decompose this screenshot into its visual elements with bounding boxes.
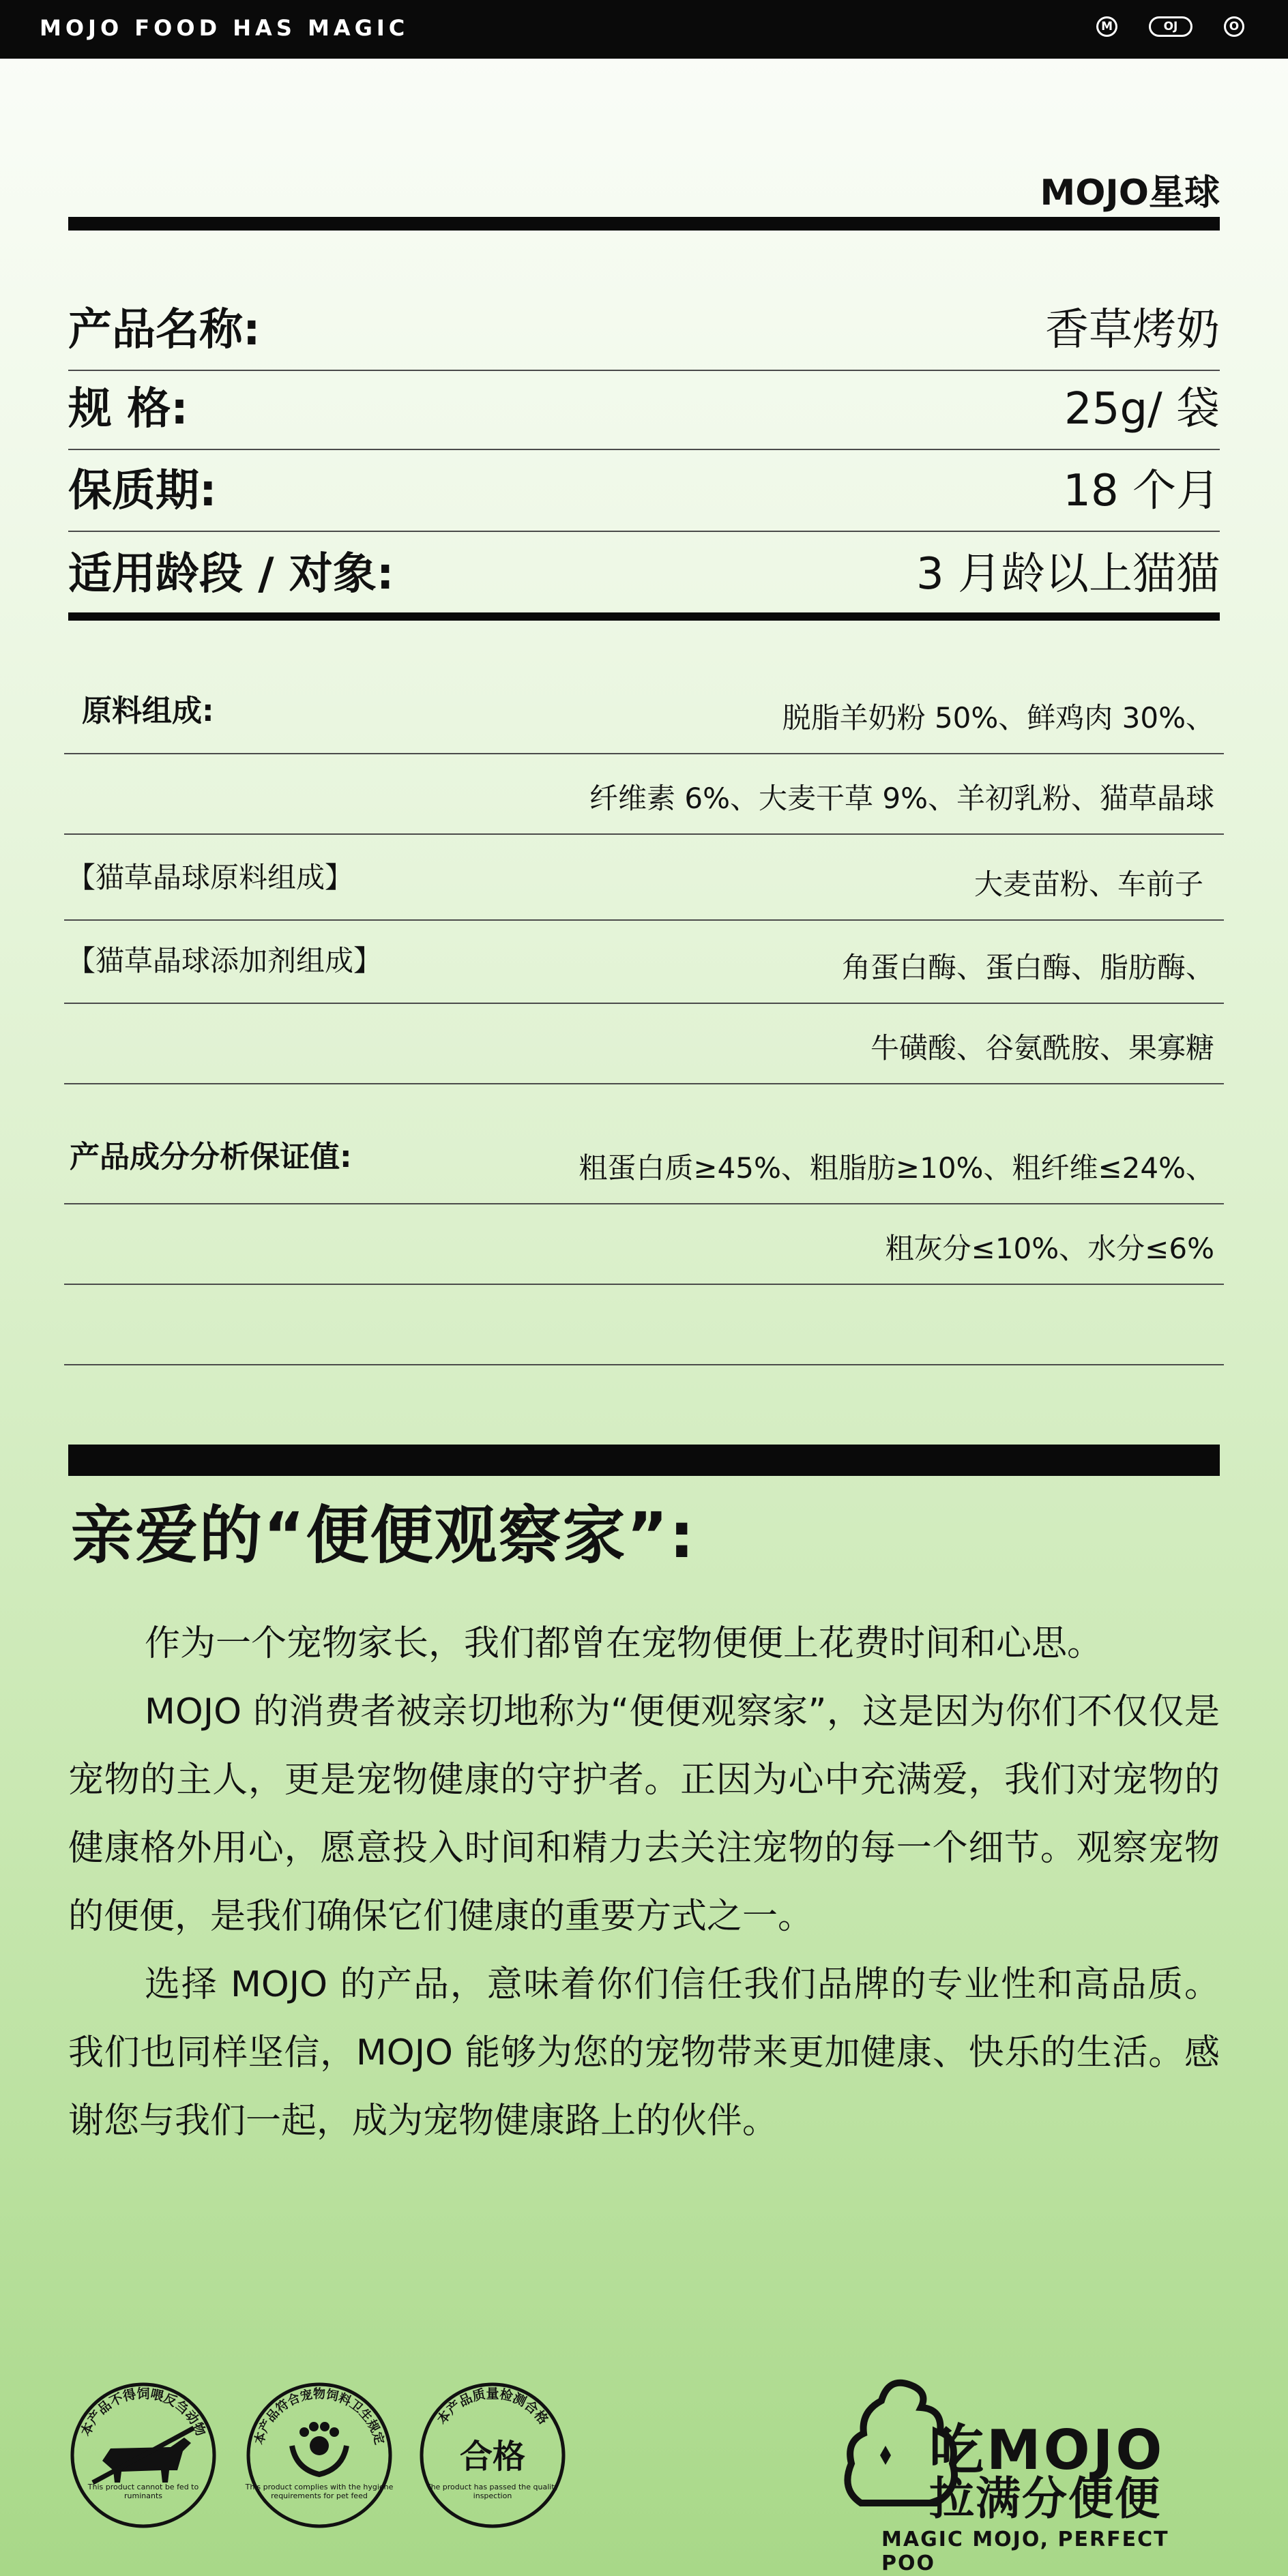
cert-small-text: This product cannot be fed to ruminants bbox=[87, 2483, 199, 2500]
ingredient-value: 牛磺酸、谷氨酰胺、果寡糖 bbox=[870, 1031, 1214, 1065]
ingredient-row-ball-add-cont bbox=[64, 1004, 1224, 1084]
cert-small-text: The product has passed the quality inspection bbox=[426, 2483, 559, 2500]
ingredient-row-analysis-cont bbox=[64, 1204, 1224, 1285]
ingredient-label: 【猫草晶球原料组成】 bbox=[67, 861, 354, 894]
cert-badge-quality bbox=[418, 2380, 568, 2530]
ingredient-value: 纤维素 6%、大麦干草 9%、羊初乳粉、猫草晶球 bbox=[589, 782, 1214, 815]
cert-ring-text: 本产品质量检测合格 bbox=[434, 2386, 551, 2427]
cert-ring-text: 本产品不得饲喂反刍动物 bbox=[78, 2386, 209, 2439]
spec-value: 18 个月 bbox=[1063, 466, 1220, 516]
letter-paragraph: MOJO 的消费者被亲切地称为“便便观察家”，这是因为你们不仅仅是宠物的主人，更是宠物健康的守护者。正因为心中充满爱，我们对宠物的健康格外用心，愿意投入时间和精力去关注宠物的每一个细节。观察宠物的便便，是我们确保它们健康的重要方式之一。 bbox=[68, 1691, 1220, 1937]
ingredient-label: 原料组成: bbox=[82, 694, 214, 728]
ingredient-row-empty bbox=[64, 1285, 1224, 1365]
top-thick-rule bbox=[68, 217, 1220, 231]
paw-hand-icon bbox=[244, 2380, 394, 2530]
letter-heading: 亲爱的“便便观察家”: bbox=[71, 1499, 696, 1572]
logo-line-2: 拉满分便便 bbox=[929, 2472, 1161, 2525]
letter-paragraph: 选择 MOJO 的产品，意味着你们信任我们品牌的专业性和高品质。我们也同样坚信，MOJO 能够为您的宠物带来更加健康、快乐的生活。感谢您与我们一起，成为宠物健康路上的伙伴。 bbox=[68, 1964, 1220, 2142]
ingredient-row-ball-add bbox=[64, 921, 1224, 1004]
ingredient-row-ball-raw bbox=[64, 835, 1224, 921]
ingredient-value: 角蛋白酶、蛋白酶、脂肪酶、 bbox=[841, 951, 1214, 984]
spec-row-target bbox=[68, 535, 1220, 614]
logo-line-1: 吃MOJO bbox=[929, 2418, 1165, 2482]
header-tagline: MOJO FOOD HAS MAGIC bbox=[40, 15, 409, 41]
spec-label: 保质期: bbox=[68, 466, 217, 516]
ingredient-value: 粗灰分≤10%、水分≤6% bbox=[885, 1232, 1214, 1265]
spec-row-shelf-life bbox=[68, 453, 1220, 532]
cert-center-text: 合格 bbox=[459, 2438, 526, 2476]
cert-small-text: This product complies with the hygiene requirements for pet feed bbox=[245, 2483, 394, 2500]
spec-row-name bbox=[68, 292, 1220, 371]
quality-seal-icon bbox=[418, 2380, 568, 2530]
spec-label: 规 格: bbox=[68, 384, 188, 434]
ingredient-label: 产品成分分析保证值: bbox=[70, 1140, 352, 1174]
o-icon: O bbox=[1224, 16, 1244, 37]
ingredient-label: 【猫草晶球添加剂组成】 bbox=[67, 944, 383, 977]
cert-badge-ruminants bbox=[68, 2380, 218, 2530]
ingredient-row-raw-cont bbox=[64, 754, 1224, 835]
letter-paragraph: 作为一个宠物家长，我们都曾在宠物便便上花费时间和心思。 bbox=[145, 1623, 1103, 1664]
letter-body bbox=[68, 1610, 1220, 2155]
cert-ring-text: 本产品符合宠物饲料卫生规定 bbox=[252, 2387, 387, 2446]
svg-text:本产品质量检测合格 bbox=[434, 2386, 551, 2427]
ingredient-value: 大麦苗粉、车前子 bbox=[974, 868, 1203, 901]
spec-label: 适用龄段 / 对象: bbox=[68, 549, 394, 599]
spec-label: 产品名称: bbox=[68, 305, 261, 355]
cow-icon bbox=[68, 2380, 218, 2530]
oj-icon: OJ bbox=[1149, 16, 1192, 37]
spec-value: 香草烤奶 bbox=[1045, 305, 1220, 355]
letter-thick-rule bbox=[68, 1445, 1220, 1476]
spec-value: 3 月龄以上猫猫 bbox=[916, 549, 1220, 599]
cert-badge-hygiene bbox=[244, 2380, 394, 2530]
spec-bottom-rule bbox=[68, 612, 1220, 621]
header-icons bbox=[1096, 16, 1244, 37]
logo-tagline: MAGIC MOJO, PERFECT POO bbox=[881, 2528, 1169, 2575]
ingredient-value: 粗蛋白质≥45%、粗脂肪≥10%、粗纤维≤24%、 bbox=[579, 1151, 1214, 1185]
ingredient-row-analysis bbox=[64, 1084, 1224, 1204]
brand-name: MOJO星球 bbox=[1040, 173, 1220, 213]
top-bar bbox=[0, 0, 1288, 59]
m-icon: M bbox=[1096, 16, 1117, 37]
spec-value: 25g/ 袋 bbox=[1064, 384, 1220, 434]
spec-row-size bbox=[68, 371, 1220, 450]
ingredient-row-raw bbox=[64, 672, 1224, 754]
brand-logo bbox=[840, 2367, 1220, 2575]
ingredient-value: 脱脂羊奶粉 50%、鲜鸡肉 30%、 bbox=[782, 701, 1214, 735]
